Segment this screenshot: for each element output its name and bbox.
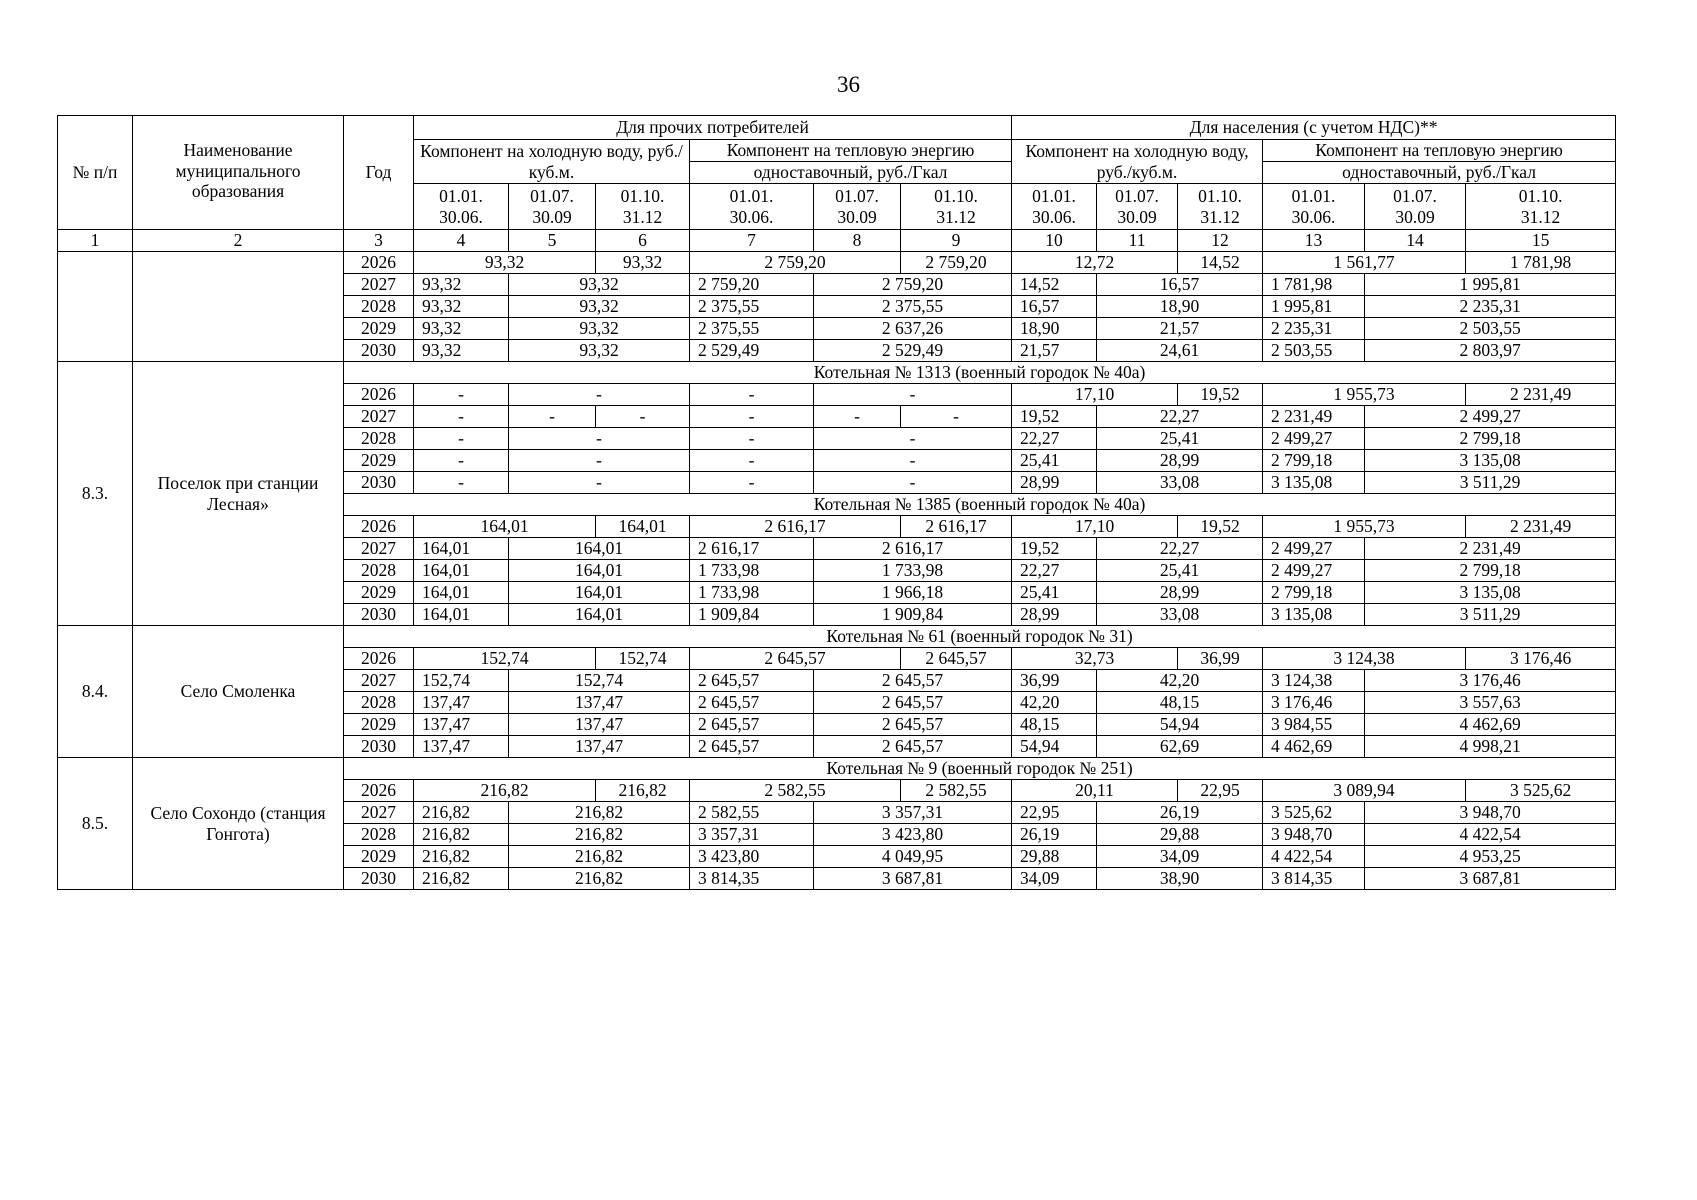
cold-water-other-value: 164,01	[509, 582, 690, 604]
heat-pop-value: 3 948,70	[1365, 802, 1616, 824]
heat-other-value: 3 687,81	[814, 868, 1012, 890]
boiler-row	[58, 626, 1616, 648]
heat-pop-value: 3 948,70	[1263, 824, 1365, 846]
heat-pop-value: 3 814,35	[1263, 868, 1365, 890]
heat-other-value: 2 645,57	[690, 648, 901, 670]
heat-pop-value: 3 687,81	[1365, 868, 1616, 890]
cold-water-pop-value: 22,27	[1097, 538, 1263, 560]
boiler-title: Котельная № 1313 (военный городок № 40а)	[344, 362, 1616, 384]
header-period: 01.10. 31.12	[1466, 184, 1616, 230]
cold-water-pop-value: 18,90	[1097, 296, 1263, 318]
cold-water-other-value: 216,82	[414, 780, 596, 802]
heat-pop-value: 2 499,27	[1365, 406, 1616, 428]
heat-pop-value: 3 135,08	[1365, 582, 1616, 604]
cold-water-pop-value: 14,52	[1012, 274, 1097, 296]
heat-pop-value: 2 499,27	[1263, 428, 1365, 450]
cold-water-pop-value: 48,15	[1012, 714, 1097, 736]
heat-other-value: 3 357,31	[814, 802, 1012, 824]
cold-water-other-value: 164,01	[509, 538, 690, 560]
header-period: 01.01. 30.06.	[690, 184, 814, 230]
year-cell: 2029	[344, 846, 414, 868]
cold-water-other-value: 152,74	[509, 670, 690, 692]
cold-water-other-value: 216,82	[414, 824, 509, 846]
heat-other-value: -	[901, 406, 1012, 428]
column-number: 4	[414, 230, 509, 252]
heat-other-value: -	[690, 428, 814, 450]
year-cell: 2027	[344, 406, 414, 428]
year-cell: 2030	[344, 472, 414, 494]
year-cell: 2029	[344, 450, 414, 472]
heat-other-value: -	[690, 406, 814, 428]
cold-water-other-value: -	[509, 406, 596, 428]
heat-pop-value: 2 231,49	[1263, 406, 1365, 428]
cold-water-other-value: 164,01	[596, 516, 690, 538]
heat-pop-value: 4 462,69	[1365, 714, 1616, 736]
column-number: 13	[1263, 230, 1365, 252]
year-cell: 2030	[344, 736, 414, 758]
heat-pop-value: 3 525,62	[1263, 802, 1365, 824]
cold-water-other-value: 164,01	[414, 604, 509, 626]
cold-water-pop-value: 29,88	[1012, 846, 1097, 868]
cold-water-other-value: 93,32	[414, 318, 509, 340]
cold-water-pop-value: 21,57	[1012, 340, 1097, 362]
municipality-name: Поселок при станции Лесная»	[133, 362, 344, 626]
cold-water-pop-value: 62,69	[1097, 736, 1263, 758]
heat-pop-value: 3 176,46	[1263, 692, 1365, 714]
heat-pop-value: 1 781,98	[1466, 252, 1616, 274]
heat-pop-value: 1 955,73	[1263, 516, 1466, 538]
heat-other-value: 2 582,55	[690, 780, 901, 802]
cold-water-other-value: 216,82	[509, 868, 690, 890]
year-cell: 2027	[344, 670, 414, 692]
heat-other-value: 2 616,17	[690, 516, 901, 538]
cold-water-other-value: -	[414, 406, 509, 428]
cold-water-pop-value: 22,95	[1178, 780, 1263, 802]
year-cell: 2028	[344, 296, 414, 318]
header-period: 01.01. 30.06.	[1012, 184, 1097, 230]
year-cell: 2027	[344, 802, 414, 824]
cold-water-pop-value: 54,94	[1097, 714, 1263, 736]
year-cell: 2028	[344, 560, 414, 582]
boiler-title: Котельная № 61 (военный городок № 31)	[344, 626, 1616, 648]
heat-other-value: -	[814, 450, 1012, 472]
cold-water-pop-value: 17,10	[1012, 384, 1178, 406]
cold-water-pop-value: 32,73	[1012, 648, 1178, 670]
column-number: 14	[1365, 230, 1466, 252]
heat-pop-value: 3 135,08	[1365, 450, 1616, 472]
heat-other-value: 1 733,98	[814, 560, 1012, 582]
year-cell: 2026	[344, 516, 414, 538]
tariff-table	[57, 115, 1616, 890]
heat-pop-value: 3 124,38	[1263, 648, 1466, 670]
cold-water-pop-value: 36,99	[1012, 670, 1097, 692]
cold-water-pop-value: 28,99	[1012, 604, 1097, 626]
heat-pop-value: 4 462,69	[1263, 736, 1365, 758]
year-cell: 2028	[344, 824, 414, 846]
column-number: 6	[596, 230, 690, 252]
cold-water-other-value: 152,74	[596, 648, 690, 670]
cold-water-pop-value: 17,10	[1012, 516, 1178, 538]
heat-pop-value: 2 231,49	[1365, 538, 1616, 560]
header-period: 01.10. 31.12	[901, 184, 1012, 230]
heat-pop-value: 3 124,38	[1263, 670, 1365, 692]
column-number: 10	[1012, 230, 1097, 252]
header-period: 01.07. 30.09	[1365, 184, 1466, 230]
column-number: 5	[509, 230, 596, 252]
column-number: 9	[901, 230, 1012, 252]
cold-water-pop-value: 19,52	[1178, 516, 1263, 538]
cold-water-other-value: 152,74	[414, 670, 509, 692]
cold-water-pop-value: 26,19	[1012, 824, 1097, 846]
cold-water-pop-value: 19,52	[1178, 384, 1263, 406]
year-cell: 2030	[344, 868, 414, 890]
cold-water-pop-value: 25,41	[1012, 582, 1097, 604]
cold-water-other-value: 216,82	[414, 846, 509, 868]
cold-water-other-value: -	[414, 428, 509, 450]
header-group-population: Для населения (с учетом НДС)**	[1012, 116, 1616, 140]
header-group-other: Для прочих потребителей	[414, 116, 1012, 140]
row-number: 8.3.	[58, 362, 133, 626]
heat-pop-value: 3 135,08	[1263, 604, 1365, 626]
cold-water-other-value: 137,47	[509, 714, 690, 736]
municipality-name: Село Смоленка	[133, 626, 344, 758]
year-cell: 2029	[344, 318, 414, 340]
heat-pop-value: 3 089,94	[1263, 780, 1466, 802]
heat-pop-value: 4 422,54	[1365, 824, 1616, 846]
header-num: № п/п	[58, 116, 133, 230]
cold-water-other-value: 216,82	[414, 802, 509, 824]
heat-pop-value: 2 499,27	[1263, 538, 1365, 560]
heat-other-value: 1 733,98	[690, 582, 814, 604]
year-cell: 2028	[344, 428, 414, 450]
cold-water-pop-value: 25,41	[1097, 428, 1263, 450]
year-cell: 2030	[344, 604, 414, 626]
cold-water-other-value: 216,82	[509, 802, 690, 824]
cold-water-other-value: 93,32	[414, 252, 596, 274]
cold-water-other-value: 216,82	[596, 780, 690, 802]
cold-water-other-value: -	[414, 472, 509, 494]
column-number: 8	[814, 230, 901, 252]
table-row	[58, 252, 1616, 274]
heat-other-value: 2 645,57	[814, 692, 1012, 714]
column-number: 7	[690, 230, 814, 252]
cold-water-other-value: -	[414, 384, 509, 406]
heat-pop-value: 3 511,29	[1365, 604, 1616, 626]
cold-water-pop-value: 34,09	[1097, 846, 1263, 868]
heat-pop-value: 2 499,27	[1263, 560, 1365, 582]
cold-water-other-value: 164,01	[414, 560, 509, 582]
heat-other-value: 3 423,80	[690, 846, 814, 868]
heat-pop-value: 3 557,63	[1365, 692, 1616, 714]
cold-water-other-value: 93,32	[414, 296, 509, 318]
heat-other-value: -	[814, 472, 1012, 494]
heat-other-value: 3 357,31	[690, 824, 814, 846]
cold-water-pop-value: 20,11	[1012, 780, 1178, 802]
heat-pop-value: 2 235,31	[1263, 318, 1365, 340]
cold-water-other-value: 216,82	[414, 868, 509, 890]
header-name: Наименование муниципального образования	[133, 116, 344, 230]
cold-water-pop-value: 38,90	[1097, 868, 1263, 890]
heat-other-value: 1 966,18	[814, 582, 1012, 604]
cold-water-pop-value: 42,20	[1097, 670, 1263, 692]
cold-water-other-value: 137,47	[414, 736, 509, 758]
heat-other-value: 2 616,17	[814, 538, 1012, 560]
heat-pop-value: 4 998,21	[1365, 736, 1616, 758]
cold-water-other-value: 93,32	[509, 296, 690, 318]
cold-water-other-value: -	[509, 384, 690, 406]
heat-pop-value: 1 955,73	[1263, 384, 1466, 406]
header-period: 01.10. 31.12	[1178, 184, 1263, 230]
column-number: 2	[133, 230, 344, 252]
heat-pop-value: 3 176,46	[1466, 648, 1616, 670]
heat-pop-value: 2 231,49	[1466, 384, 1616, 406]
heat-other-value: 2 616,17	[690, 538, 814, 560]
cold-water-pop-value: 22,27	[1097, 406, 1263, 428]
cold-water-pop-value: 25,41	[1097, 560, 1263, 582]
column-number: 11	[1097, 230, 1178, 252]
cold-water-other-value: 137,47	[509, 736, 690, 758]
year-cell: 2030	[344, 340, 414, 362]
cold-water-pop-value: 26,19	[1097, 802, 1263, 824]
heat-other-value: -	[690, 384, 814, 406]
heat-other-value: 2 529,49	[690, 340, 814, 362]
heat-pop-value: 1 995,81	[1263, 296, 1365, 318]
heat-other-value: 1 909,84	[814, 604, 1012, 626]
heat-other-value: 2 616,17	[901, 516, 1012, 538]
heat-other-value: 2 582,55	[901, 780, 1012, 802]
cold-water-pop-value: 36,99	[1178, 648, 1263, 670]
heat-other-value: 1 733,98	[690, 560, 814, 582]
cold-water-pop-value: 16,57	[1012, 296, 1097, 318]
heat-other-value: 2 645,57	[814, 736, 1012, 758]
year-cell: 2029	[344, 582, 414, 604]
heat-other-value: 2 582,55	[690, 802, 814, 824]
heat-other-value: -	[814, 428, 1012, 450]
header-period: 01.07. 30.09	[1097, 184, 1178, 230]
cold-water-pop-value: 33,08	[1097, 604, 1263, 626]
boiler-title: Котельная № 9 (военный городок № 251)	[344, 758, 1616, 780]
header-cold-water-pop: Компонент на холодную воду, руб./куб.м.	[1012, 140, 1263, 184]
cold-water-pop-value: 34,09	[1012, 868, 1097, 890]
heat-pop-value: 1 561,77	[1263, 252, 1466, 274]
heat-pop-value: 3 135,08	[1263, 472, 1365, 494]
heat-pop-value: 1 781,98	[1263, 274, 1365, 296]
heat-other-value: -	[814, 384, 1012, 406]
heat-other-value: -	[690, 472, 814, 494]
heat-other-value: 2 645,57	[814, 714, 1012, 736]
heat-other-value: 2 375,55	[814, 296, 1012, 318]
cold-water-other-value: 216,82	[509, 824, 690, 846]
column-number: 15	[1466, 230, 1616, 252]
cold-water-other-value: 164,01	[414, 582, 509, 604]
heat-pop-value: 4 953,25	[1365, 846, 1616, 868]
cold-water-other-value: 93,32	[509, 340, 690, 362]
cold-water-other-value: 137,47	[414, 714, 509, 736]
row-number: 8.4.	[58, 626, 133, 758]
heat-other-value: 2 645,57	[814, 670, 1012, 692]
header-heat-top-pop: Компонент на тепловую энергию	[1263, 140, 1616, 162]
year-cell: 2026	[344, 780, 414, 802]
header-heat-bottom-pop: одноставочный, руб./Гкал	[1263, 162, 1616, 184]
header-year: Год	[344, 116, 414, 230]
cold-water-other-value: 216,82	[509, 846, 690, 868]
year-cell: 2026	[344, 384, 414, 406]
column-number: 3	[344, 230, 414, 252]
heat-other-value: 2 759,20	[690, 252, 901, 274]
heat-other-value: 4 049,95	[814, 846, 1012, 868]
heat-pop-value: 2 503,55	[1263, 340, 1365, 362]
year-cell: 2026	[344, 648, 414, 670]
heat-other-value: 2 759,20	[901, 252, 1012, 274]
cold-water-pop-value: 14,52	[1178, 252, 1263, 274]
year-cell: 2028	[344, 692, 414, 714]
heat-pop-value: 2 803,97	[1365, 340, 1616, 362]
heat-pop-value: 2 799,18	[1263, 450, 1365, 472]
heat-pop-value: 1 995,81	[1365, 274, 1616, 296]
cold-water-pop-value: 18,90	[1012, 318, 1097, 340]
cold-water-other-value: 93,32	[509, 274, 690, 296]
heat-other-value: 1 909,84	[690, 604, 814, 626]
cold-water-other-value: -	[509, 428, 690, 450]
header-period: 01.01. 30.06.	[414, 184, 509, 230]
header-heat-top-other: Компонент на тепловую энергию	[690, 140, 1012, 162]
heat-pop-value: 3 511,29	[1365, 472, 1616, 494]
row-number: 8.5.	[58, 758, 133, 890]
cold-water-pop-value: 24,61	[1097, 340, 1263, 362]
heat-pop-value: 2 799,18	[1365, 560, 1616, 582]
heat-other-value: 2 529,49	[814, 340, 1012, 362]
heat-other-value: 3 814,35	[690, 868, 814, 890]
header-heat-bottom-other: одноставочный, руб./Гкал	[690, 162, 1012, 184]
cold-water-other-value: 93,32	[414, 274, 509, 296]
boiler-title: Котельная № 1385 (военный городок № 40а)	[344, 494, 1616, 516]
cold-water-pop-value: 29,88	[1097, 824, 1263, 846]
cold-water-pop-value: 22,95	[1012, 802, 1097, 824]
heat-other-value: 2 645,57	[690, 736, 814, 758]
cold-water-other-value: 164,01	[509, 604, 690, 626]
heat-pop-value: 4 422,54	[1263, 846, 1365, 868]
heat-other-value: 2 759,20	[814, 274, 1012, 296]
year-cell: 2026	[344, 252, 414, 274]
cold-water-other-value: 152,74	[414, 648, 596, 670]
heat-pop-value: 2 231,49	[1466, 516, 1616, 538]
cold-water-other-value: 93,32	[509, 318, 690, 340]
heat-pop-value: 2 235,31	[1365, 296, 1616, 318]
heat-other-value: 2 645,57	[690, 670, 814, 692]
column-number: 12	[1178, 230, 1263, 252]
header-period: 01.07. 30.09	[509, 184, 596, 230]
header-period: 01.07. 30.09	[814, 184, 901, 230]
heat-pop-value: 3 176,46	[1365, 670, 1616, 692]
cold-water-pop-value: 28,99	[1012, 472, 1097, 494]
heat-other-value: -	[690, 450, 814, 472]
heat-pop-value: 2 503,55	[1365, 318, 1616, 340]
municipality-name: Село Сохондо (станция Гонгота)	[133, 758, 344, 890]
cold-water-pop-value: 12,72	[1012, 252, 1178, 274]
boiler-row	[58, 362, 1616, 384]
cold-water-other-value: 164,01	[509, 560, 690, 582]
cold-water-other-value: 137,47	[414, 692, 509, 714]
heat-pop-value: 3 984,55	[1263, 714, 1365, 736]
cold-water-pop-value: 54,94	[1012, 736, 1097, 758]
year-cell: 2027	[344, 274, 414, 296]
cold-water-other-value: -	[509, 472, 690, 494]
cold-water-other-value: 137,47	[509, 692, 690, 714]
cold-water-pop-value: 19,52	[1012, 406, 1097, 428]
boiler-row	[58, 758, 1616, 780]
heat-other-value: 2 637,26	[814, 318, 1012, 340]
header-cold-water-other: Компонент на холодную воду, руб./куб.м.	[414, 140, 690, 184]
heat-other-value: 3 423,80	[814, 824, 1012, 846]
cold-water-other-value: -	[414, 450, 509, 472]
cold-water-other-value: 164,01	[414, 538, 509, 560]
cold-water-pop-value: 19,52	[1012, 538, 1097, 560]
row-number	[58, 252, 133, 362]
page-number: 36	[837, 72, 860, 97]
heat-pop-value: 2 799,18	[1263, 582, 1365, 604]
cold-water-other-value: -	[596, 406, 690, 428]
heat-other-value: 2 375,55	[690, 318, 814, 340]
column-number: 1	[58, 230, 133, 252]
cold-water-pop-value: 21,57	[1097, 318, 1263, 340]
cold-water-other-value: -	[509, 450, 690, 472]
heat-other-value: 2 645,57	[690, 692, 814, 714]
cold-water-pop-value: 25,41	[1012, 450, 1097, 472]
cold-water-pop-value: 22,27	[1012, 428, 1097, 450]
municipality-name	[133, 252, 344, 362]
cold-water-pop-value: 42,20	[1012, 692, 1097, 714]
heat-other-value: -	[814, 406, 901, 428]
heat-other-value: 2 375,55	[690, 296, 814, 318]
year-cell: 2027	[344, 538, 414, 560]
heat-pop-value: 2 799,18	[1365, 428, 1616, 450]
cold-water-pop-value: 28,99	[1097, 582, 1263, 604]
heat-pop-value: 3 525,62	[1466, 780, 1616, 802]
cold-water-other-value: 93,32	[414, 340, 509, 362]
heat-other-value: 2 645,57	[690, 714, 814, 736]
cold-water-pop-value: 22,27	[1012, 560, 1097, 582]
heat-other-value: 2 759,20	[690, 274, 814, 296]
header-period: 01.10. 31.12	[596, 184, 690, 230]
cold-water-other-value: 93,32	[596, 252, 690, 274]
cold-water-pop-value: 16,57	[1097, 274, 1263, 296]
cold-water-pop-value: 48,15	[1097, 692, 1263, 714]
header-period: 01.01. 30.06.	[1263, 184, 1365, 230]
cold-water-other-value: 164,01	[414, 516, 596, 538]
cold-water-pop-value: 33,08	[1097, 472, 1263, 494]
year-cell: 2029	[344, 714, 414, 736]
cold-water-pop-value: 28,99	[1097, 450, 1263, 472]
heat-other-value: 2 645,57	[901, 648, 1012, 670]
